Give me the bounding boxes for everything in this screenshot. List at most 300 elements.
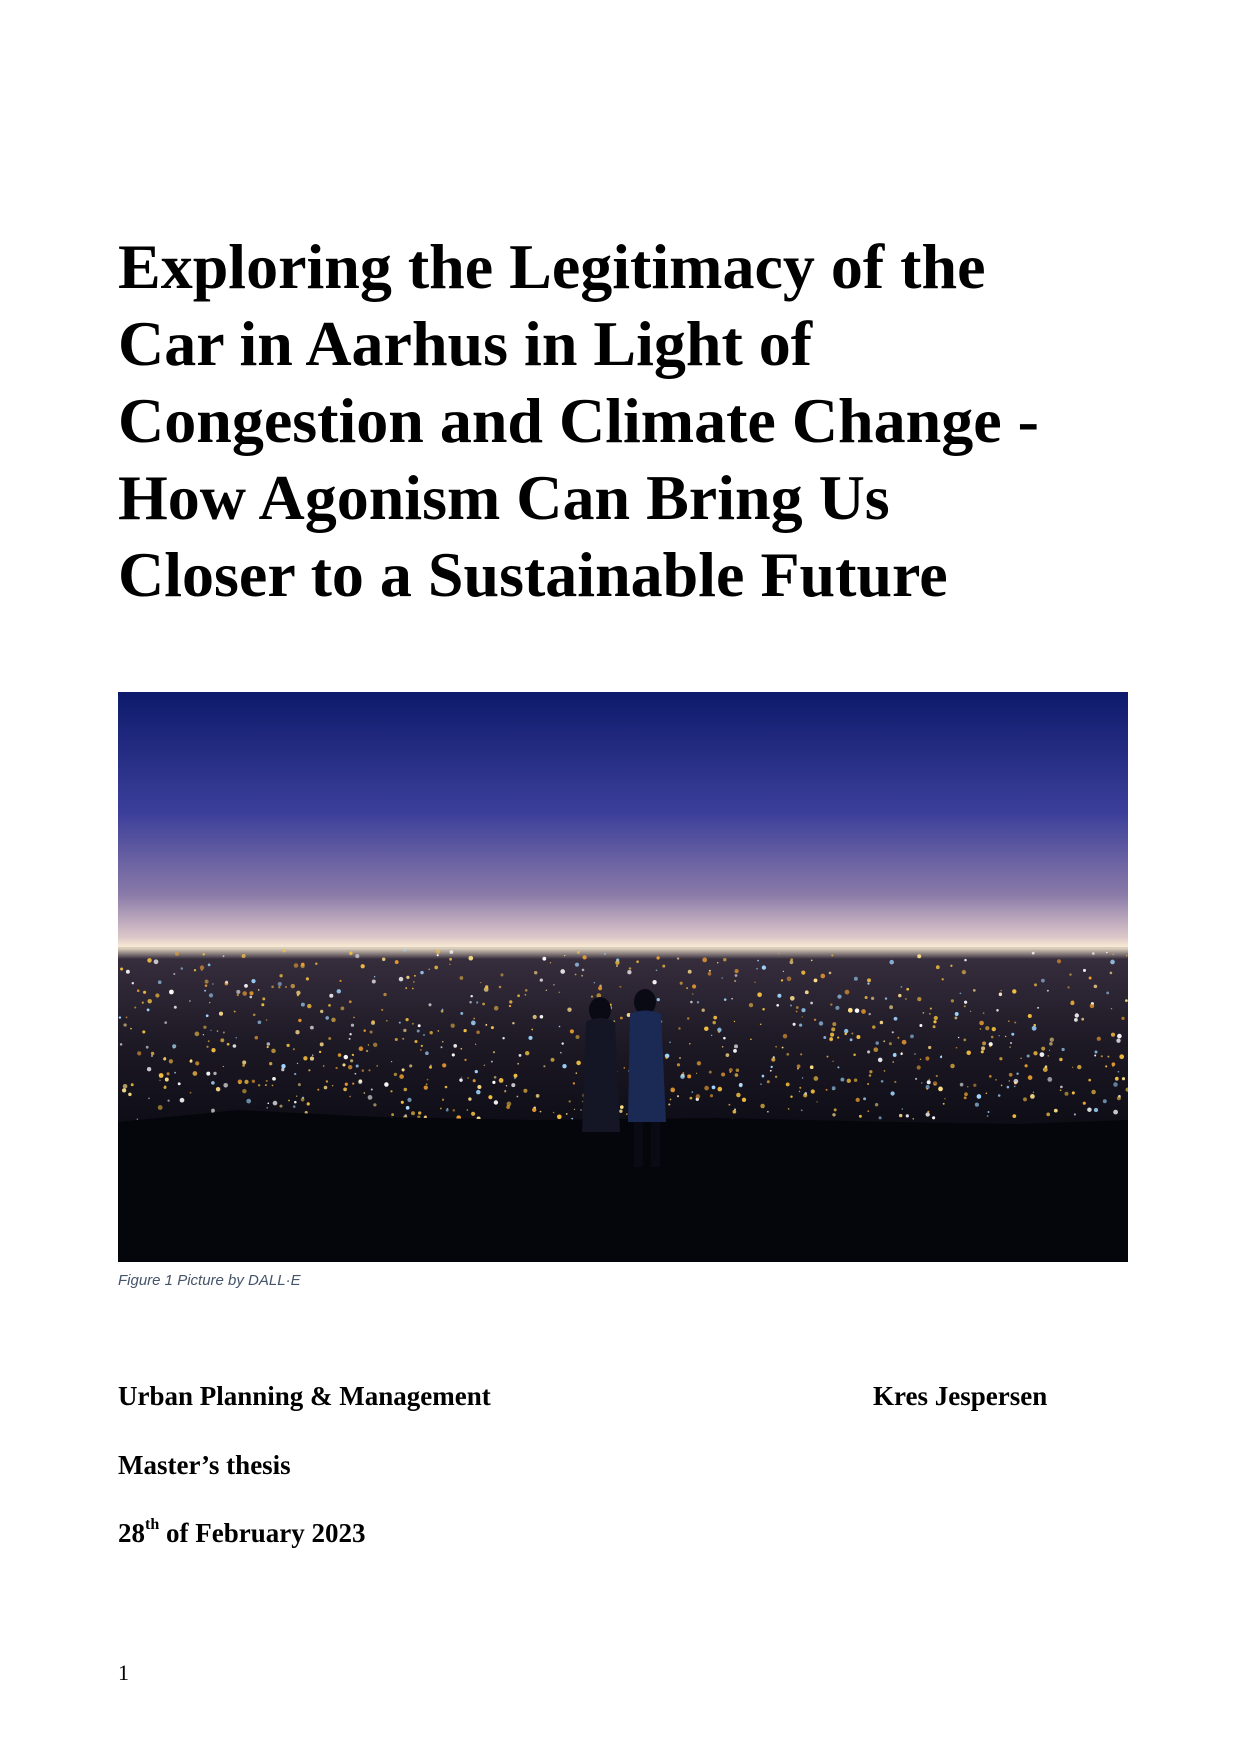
city-light <box>517 994 520 997</box>
city-light <box>531 1029 533 1031</box>
city-light <box>1028 1075 1033 1080</box>
city-light <box>155 993 159 997</box>
city-light <box>662 965 665 968</box>
city-light <box>352 1054 354 1056</box>
city-light <box>460 1012 463 1015</box>
city-light <box>576 1072 578 1074</box>
city-light <box>697 1061 701 1065</box>
city-light <box>620 1105 624 1109</box>
city-light <box>1016 1072 1018 1074</box>
city-light <box>733 1049 737 1053</box>
city-light <box>776 1004 779 1007</box>
city-light <box>349 1000 352 1003</box>
city-light <box>434 966 438 970</box>
city-light <box>995 1079 996 1080</box>
city-light <box>453 1044 457 1048</box>
city-light <box>891 1091 895 1095</box>
city-light <box>854 1078 857 1081</box>
city-light <box>361 964 365 968</box>
city-light <box>190 1092 192 1094</box>
city-light <box>980 1028 981 1029</box>
city-light <box>494 1006 499 1011</box>
city-light <box>303 1056 307 1060</box>
city-light <box>534 971 537 974</box>
city-light <box>425 1051 429 1055</box>
city-light <box>355 954 359 958</box>
city-light <box>217 1030 218 1031</box>
city-light <box>491 1026 494 1029</box>
city-light <box>372 980 376 984</box>
city-light <box>460 976 464 980</box>
city-light <box>999 992 1002 995</box>
cover-figure <box>118 692 1128 1262</box>
city-light <box>239 1082 241 1084</box>
city-light <box>234 1011 236 1013</box>
city-light <box>403 1029 406 1032</box>
city-light <box>345 1083 348 1086</box>
city-light <box>964 1001 967 1004</box>
city-light <box>194 969 196 971</box>
city-light <box>158 1105 163 1110</box>
city-light <box>1083 1102 1086 1105</box>
city-light <box>680 982 683 985</box>
city-light <box>574 1109 575 1110</box>
city-light <box>120 968 123 971</box>
city-light <box>1040 1052 1045 1057</box>
city-light <box>702 958 707 963</box>
city-light <box>863 1097 866 1100</box>
city-light <box>341 1007 345 1011</box>
city-light <box>294 1101 297 1104</box>
city-light <box>933 1025 936 1028</box>
city-light <box>783 1034 788 1039</box>
city-light <box>312 1054 314 1056</box>
city-light <box>443 1098 444 1099</box>
city-light <box>412 988 414 990</box>
city-light <box>793 1023 796 1026</box>
city-light <box>576 1061 581 1066</box>
city-light <box>1111 1008 1112 1009</box>
city-light <box>480 982 481 983</box>
city-light <box>1113 1110 1118 1115</box>
city-light <box>677 957 679 959</box>
city-light <box>310 1026 314 1030</box>
city-light <box>1075 1013 1079 1017</box>
city-light <box>373 1103 376 1106</box>
city-light <box>847 1079 851 1083</box>
city-light <box>762 1008 765 1011</box>
city-light <box>692 1091 694 1093</box>
city-light <box>756 968 758 970</box>
city-light <box>749 1003 753 1007</box>
city-light <box>721 977 722 978</box>
city-light <box>616 965 618 967</box>
city-light <box>137 989 140 992</box>
city-light <box>856 1098 860 1102</box>
city-light <box>734 1044 738 1048</box>
city-light <box>359 1046 364 1051</box>
city-light <box>471 1021 476 1026</box>
city-light <box>399 1074 404 1079</box>
city-light <box>1125 999 1128 1002</box>
city-light <box>773 1056 775 1058</box>
city-light <box>351 1024 354 1027</box>
city-light <box>122 1088 126 1092</box>
city-light <box>1005 1036 1006 1037</box>
city-light <box>315 962 317 964</box>
city-light <box>964 959 967 962</box>
city-light <box>797 1064 801 1068</box>
city-light <box>835 1006 839 1010</box>
city-light <box>998 1035 999 1036</box>
city-light <box>266 1107 268 1109</box>
city-light <box>859 1115 862 1118</box>
city-light <box>412 1023 414 1025</box>
city-light <box>717 962 718 963</box>
city-light <box>786 1082 790 1086</box>
city-light <box>167 1099 169 1101</box>
city-light <box>735 969 739 973</box>
city-light <box>1067 986 1069 988</box>
city-light <box>468 1097 471 1100</box>
city-light <box>223 1083 228 1088</box>
city-light <box>382 958 386 962</box>
city-light <box>476 1031 480 1035</box>
city-light <box>437 954 439 956</box>
city-light <box>1028 1014 1032 1018</box>
city-light <box>414 975 416 977</box>
city-light <box>754 981 755 982</box>
city-light <box>917 954 921 958</box>
city-light <box>355 1073 357 1075</box>
city-light <box>272 1077 276 1081</box>
city-light <box>915 1078 917 1080</box>
city-light <box>310 1057 314 1061</box>
city-light <box>278 986 280 988</box>
city-light <box>386 1020 388 1022</box>
city-light <box>837 1037 839 1039</box>
city-light <box>1111 1033 1115 1037</box>
city-light <box>158 980 162 984</box>
city-light <box>801 1109 803 1111</box>
city-light <box>169 990 174 995</box>
city-light <box>430 1031 433 1034</box>
city-light <box>511 1083 515 1087</box>
city-light <box>710 1094 713 1097</box>
city-light <box>837 994 841 998</box>
city-light <box>348 1065 352 1069</box>
city-light <box>273 1101 278 1106</box>
city-light <box>910 1035 914 1039</box>
city-light <box>467 1077 468 1078</box>
city-light <box>832 1113 835 1116</box>
city-light <box>225 981 228 984</box>
city-light <box>964 1005 966 1007</box>
city-light <box>823 1036 826 1039</box>
city-light <box>966 1051 971 1056</box>
city-light <box>1033 1051 1037 1055</box>
city-light <box>790 958 793 961</box>
city-light <box>147 1009 150 1012</box>
city-light <box>1032 952 1035 955</box>
city-light <box>227 1043 230 1046</box>
city-light <box>130 1028 132 1030</box>
city-light <box>775 1046 777 1048</box>
city-light <box>830 1003 832 1005</box>
city-light <box>281 1064 285 1068</box>
city-light <box>656 956 659 959</box>
city-light <box>1046 1113 1050 1117</box>
city-light <box>799 1091 800 1092</box>
city-light <box>760 1104 765 1109</box>
city-light <box>680 1074 685 1079</box>
city-light <box>560 1052 562 1054</box>
city-light <box>981 1050 984 1053</box>
city-light <box>1000 990 1001 991</box>
city-light <box>417 1030 420 1033</box>
horizon-glow <box>118 937 1128 959</box>
city-light <box>973 1084 976 1087</box>
city-light <box>473 1018 475 1020</box>
city-light <box>950 965 952 967</box>
city-light <box>514 1077 516 1079</box>
city-light <box>278 982 282 986</box>
city-light <box>796 1006 799 1009</box>
city-light <box>209 1002 210 1003</box>
city-light <box>894 1081 896 1083</box>
city-light <box>569 1100 571 1102</box>
city-light <box>475 1044 476 1045</box>
city-light <box>473 1079 476 1082</box>
city-light <box>982 1041 986 1045</box>
city-light <box>147 1067 151 1071</box>
city-light <box>816 1101 817 1102</box>
city-light <box>790 1096 792 1098</box>
city-light <box>512 1022 514 1024</box>
city-light <box>834 1108 837 1111</box>
city-light <box>788 1108 790 1110</box>
city-light <box>298 1019 301 1022</box>
city-light <box>242 1060 246 1064</box>
city-light <box>1071 1000 1074 1003</box>
city-light <box>294 963 299 968</box>
city-light <box>575 974 577 976</box>
city-light <box>147 999 151 1003</box>
city-light <box>349 1033 351 1035</box>
city-light <box>981 1046 985 1050</box>
city-light <box>411 1111 415 1115</box>
city-light <box>750 1038 752 1040</box>
city-light <box>242 991 247 996</box>
city-light <box>519 1054 522 1057</box>
city-light <box>404 1088 408 1092</box>
city-light <box>296 991 300 995</box>
city-light <box>436 949 441 954</box>
city-light <box>1117 1096 1121 1100</box>
city-light <box>1107 1056 1109 1058</box>
city-light <box>801 971 805 975</box>
city-light <box>553 1112 555 1114</box>
city-light <box>293 1105 296 1108</box>
city-light <box>449 958 452 961</box>
city-light <box>1047 990 1049 992</box>
city-light <box>856 1035 860 1039</box>
city-light <box>404 1114 407 1117</box>
city-light <box>1047 1077 1052 1082</box>
city-light <box>409 1064 412 1067</box>
city-light <box>687 1074 691 1078</box>
city-light <box>164 1085 166 1087</box>
city-light <box>678 1027 680 1029</box>
city-light <box>1112 1062 1116 1066</box>
city-light <box>689 1043 691 1045</box>
city-light <box>989 1075 992 1078</box>
city-light <box>760 1023 762 1025</box>
city-light <box>577 951 580 954</box>
city-light <box>546 990 547 991</box>
city-light <box>249 996 252 999</box>
city-light <box>1020 1057 1022 1059</box>
city-light <box>169 1059 173 1063</box>
city-light <box>979 1021 984 1026</box>
city-light <box>1121 1017 1124 1020</box>
city-light <box>178 1082 181 1085</box>
city-light <box>1126 955 1127 956</box>
city-light <box>1009 1080 1010 1081</box>
city-light <box>975 1103 979 1107</box>
city-light <box>528 1036 532 1040</box>
city-light <box>880 1021 884 1025</box>
city-light <box>853 1054 856 1057</box>
city-light <box>1059 1058 1062 1061</box>
city-light <box>879 1116 882 1119</box>
city-light <box>736 1093 740 1097</box>
city-light <box>912 1118 914 1120</box>
city-light <box>499 1078 504 1083</box>
city-light <box>442 1041 444 1043</box>
city-light <box>709 970 711 972</box>
city-light <box>205 984 208 987</box>
date-month-year: of February 2023 <box>159 1518 366 1548</box>
city-light <box>281 1068 284 1071</box>
city-light <box>683 1072 685 1074</box>
city-light <box>906 988 909 991</box>
city-light <box>1057 959 1061 963</box>
city-light <box>881 1080 884 1083</box>
city-light <box>383 993 386 996</box>
city-light <box>964 1092 968 1096</box>
city-light <box>1060 1089 1062 1091</box>
city-light <box>406 976 409 979</box>
city-light <box>722 1046 724 1048</box>
city-light <box>328 1004 331 1007</box>
city-light <box>956 1047 958 1049</box>
city-light <box>154 959 159 964</box>
city-light <box>173 1047 175 1049</box>
city-light <box>123 1023 126 1026</box>
city-light <box>363 1029 366 1032</box>
city-light <box>532 1108 536 1112</box>
city-light <box>711 1035 713 1037</box>
city-light <box>293 1048 295 1050</box>
city-light <box>418 1024 421 1027</box>
city-light <box>820 974 825 979</box>
city-light <box>1054 1109 1058 1113</box>
city-light <box>523 1089 527 1093</box>
city-light <box>502 1037 504 1039</box>
city-light <box>1049 1050 1050 1051</box>
city-light <box>420 971 423 974</box>
city-light <box>919 1024 922 1027</box>
city-light <box>500 973 503 976</box>
city-light <box>560 969 565 974</box>
city-light <box>869 1074 872 1077</box>
city-light <box>735 1073 739 1077</box>
city-light <box>811 960 813 962</box>
sky <box>118 692 1128 962</box>
city-light <box>735 974 738 977</box>
city-light <box>328 1037 331 1040</box>
city-light <box>338 1053 341 1056</box>
city-light <box>499 986 502 989</box>
city-light <box>762 1075 764 1077</box>
city-light <box>190 1060 193 1063</box>
city-light <box>253 1013 256 1016</box>
city-light <box>762 965 766 969</box>
city-light <box>742 1098 746 1102</box>
city-light <box>854 977 858 981</box>
city-light <box>324 1086 328 1090</box>
city-light <box>381 1009 383 1011</box>
city-light <box>265 1084 267 1086</box>
city-light <box>301 963 305 967</box>
figure-caption: Figure 1 Picture by DALL·E <box>118 1272 301 1289</box>
city-light <box>291 984 295 988</box>
city-light <box>923 1012 925 1014</box>
city-light <box>464 1059 466 1061</box>
city-light <box>690 1097 693 1100</box>
city-light <box>167 1072 170 1075</box>
city-light <box>195 1032 200 1037</box>
city-light <box>1083 969 1086 972</box>
city-light <box>786 1053 789 1056</box>
city-light <box>514 1074 518 1078</box>
city-light <box>342 1063 345 1066</box>
city-light <box>959 992 961 994</box>
city-light <box>1072 1067 1073 1068</box>
city-light <box>615 961 619 965</box>
city-light <box>889 1005 893 1009</box>
city-light <box>728 1104 730 1106</box>
city-light <box>159 1080 160 1081</box>
city-light <box>295 1030 299 1034</box>
city-light <box>696 1094 701 1099</box>
city-light <box>564 955 565 956</box>
city-light <box>211 1081 215 1085</box>
city-light <box>421 1045 423 1047</box>
city-light <box>288 1100 290 1102</box>
city-light <box>471 1112 475 1116</box>
city-light <box>1094 985 1098 989</box>
city-light <box>567 1008 571 1012</box>
city-light <box>723 1037 726 1040</box>
city-light <box>731 998 733 1000</box>
city-light <box>402 1038 404 1040</box>
city-light <box>376 1065 378 1067</box>
city-light <box>173 973 175 975</box>
city-light <box>205 980 209 984</box>
city-light <box>1092 952 1095 955</box>
